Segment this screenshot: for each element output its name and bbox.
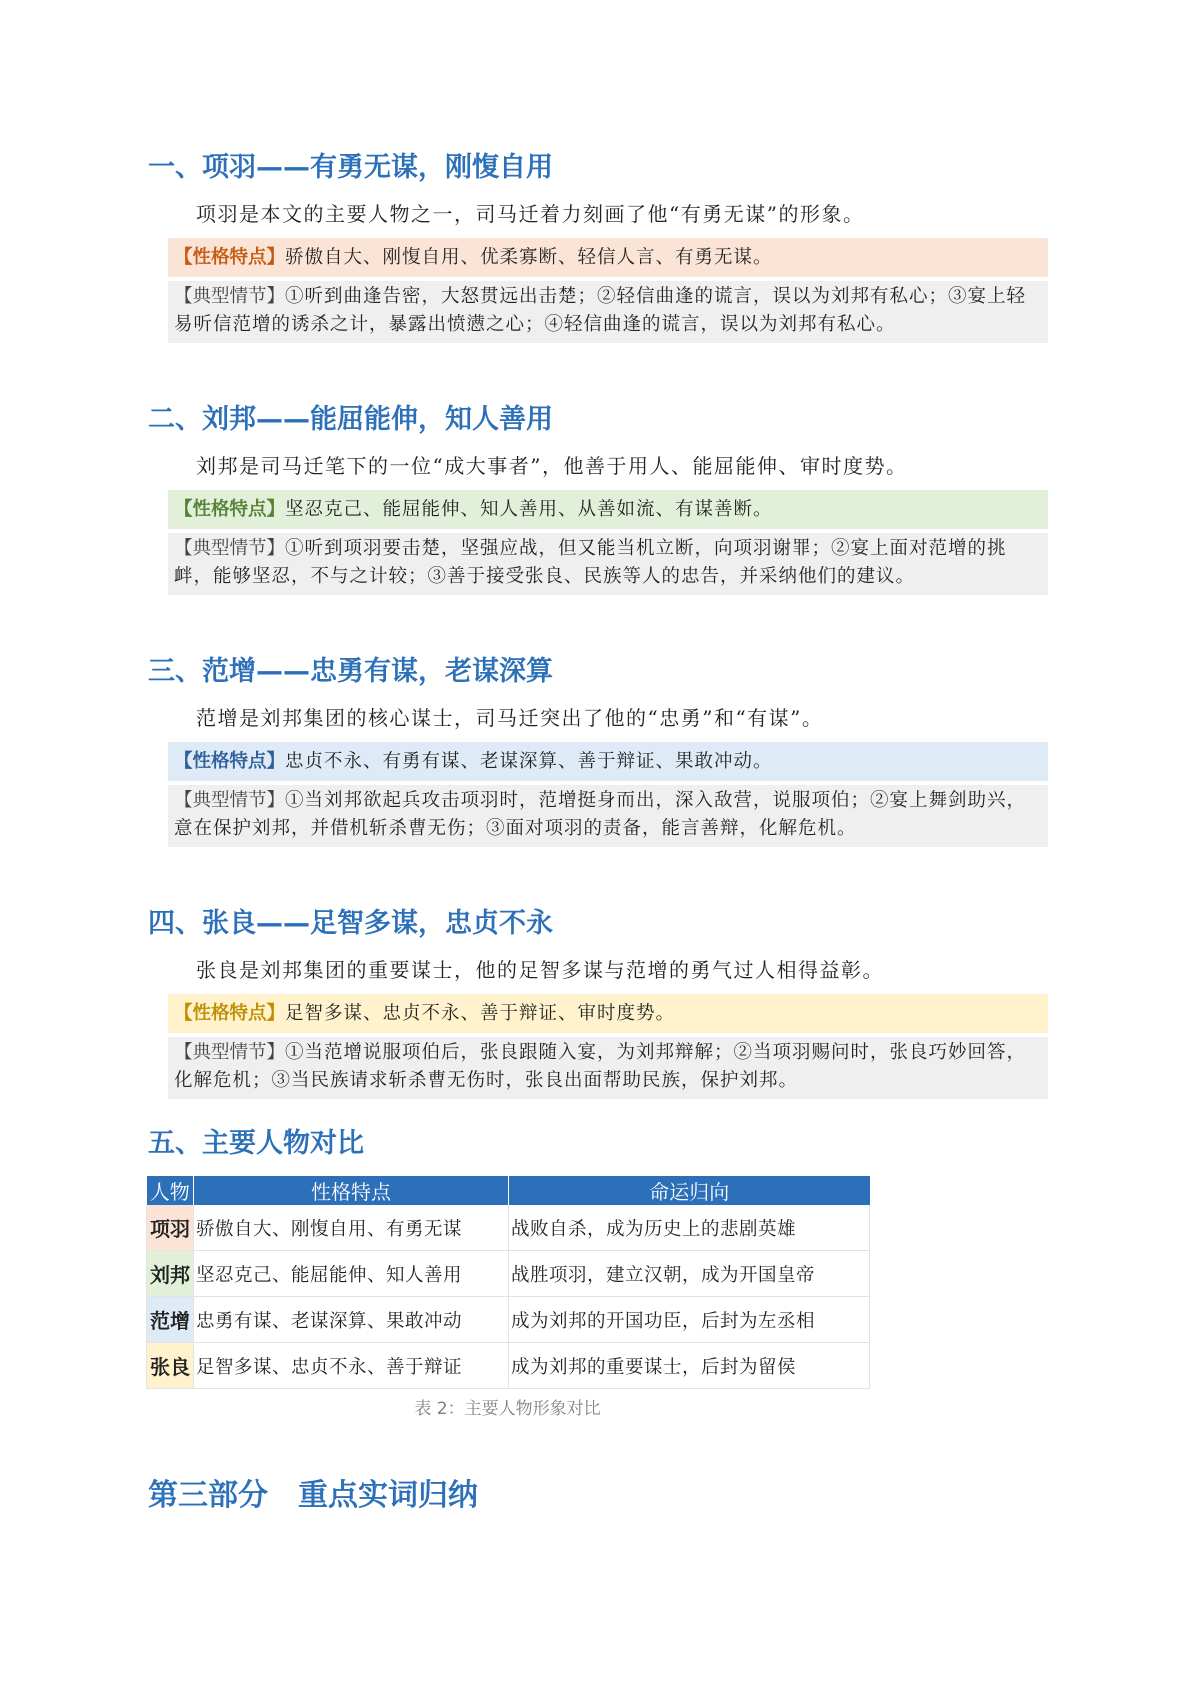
character-name: 范增 <box>147 1297 194 1343</box>
section-zhangliang <box>148 902 1048 1099</box>
traits-text: 足智多谋、忠贞不永、善于辩证、审时度势。 <box>285 1003 676 1024</box>
section-comparison <box>148 1122 1048 1166</box>
character-fate: 成为刘邦的重要谋士，后封为留侯 <box>509 1343 870 1389</box>
plot-text: ①听到曲逢告密，大怒贯远出击楚；②轻信曲逢的谎言，误以为刘邦有私心；③宴上轻易听信范增的诱杀之计，暴露出愤懑之心；④轻信曲逢的谎言，误以为刘邦有私心。 <box>174 286 1027 335</box>
character-fate: 战败自杀，成为历史上的悲剧英雄 <box>509 1205 870 1251</box>
traits-text: 坚忍克己、能屈能伸、知人善用、从善如流、有谋善断。 <box>285 499 773 520</box>
section-heading: 三、范增——忠勇有谋，老谋深算 <box>148 656 553 687</box>
character-fate: 成为刘邦的开国功臣，后封为左丞相 <box>509 1297 870 1343</box>
section-heading: 一、项羽——有勇无谋，刚愎自用 <box>148 152 553 183</box>
table-row <box>147 1343 870 1389</box>
character-name: 项羽 <box>147 1205 194 1251</box>
section-intro: 张良是刘邦集团的重要谋士，他的足智多谋与范增的勇气过人相得益彰。 <box>196 958 884 982</box>
table-row <box>147 1205 870 1251</box>
plot-text: ①听到项羽要击楚，坚强应战，但又能当机立断，向项羽谢罪；②宴上面对范增的挑衅，能够坚忍，不与之计较；③善于接受张良、民族等人的忠告，并采纳他们的建议。 <box>174 538 1007 587</box>
plot-text: ①当范增说服项伯后，张良跟随入宴，为刘邦辩解；②当项羽赐问时，张良巧妙回答，化解危机；③当民族请求斩杀曹无伤时，张良出面帮助民族，保护刘邦。 <box>174 1042 1027 1091</box>
character-name: 张良 <box>147 1343 194 1389</box>
character-fate: 战胜项羽，建立汉朝，成为开国皇帝 <box>509 1251 870 1297</box>
header-traits: 性格特点 <box>194 1176 509 1205</box>
plot-box <box>168 281 1048 343</box>
header-name: 人物 <box>147 1176 194 1205</box>
section-intro: 刘邦是司马迁笔下的一位“成大事者”，他善于用人、能屈能伸、审时度势。 <box>196 454 908 478</box>
plot-text: ①当刘邦欲起兵攻击项羽时，范增挺身而出，深入敌营，说服项伯；②宴上舞剑助兴，意在保护刘邦，并借机斩杀曹无伤；③面对项羽的责备，能言善辩，化解危机。 <box>174 790 1027 839</box>
character-traits: 坚忍克己、能屈能伸、知人善用 <box>194 1251 509 1297</box>
traits-label: 【性格特点】 <box>174 1003 286 1024</box>
comparison-table <box>146 1176 870 1389</box>
character-name: 刘邦 <box>147 1251 194 1297</box>
traits-label: 【性格特点】 <box>174 751 286 772</box>
part-heading: 第三部分 重点实词归纳 <box>148 1478 478 1513</box>
section-xiangyu <box>148 146 1048 343</box>
section-heading: 五、主要人物对比 <box>148 1128 364 1159</box>
table-caption: 表 2：主要人物形象对比 <box>414 1399 601 1419</box>
traits-box <box>168 490 1048 529</box>
plot-label: 【典型情节】 <box>174 790 286 811</box>
plot-box <box>168 1037 1048 1099</box>
character-traits: 忠勇有谋、老谋深算、果敢冲动 <box>194 1297 509 1343</box>
traits-text: 忠贞不永、有勇有谋、老谋深算、善于辩证、果敢冲动。 <box>285 751 773 772</box>
plot-box <box>168 785 1048 847</box>
section-fanzeng <box>148 650 1048 847</box>
traits-text: 骄傲自大、刚愎自用、优柔寡断、轻信人言、有勇无谋。 <box>285 247 773 268</box>
section-liubang <box>148 398 1048 595</box>
plot-label: 【典型情节】 <box>174 1042 286 1063</box>
table-header-row <box>147 1176 870 1205</box>
character-traits: 骄傲自大、刚愎自用、有勇无谋 <box>194 1205 509 1251</box>
table-row <box>147 1297 870 1343</box>
character-traits: 足智多谋、忠贞不永、善于辩证 <box>194 1343 509 1389</box>
traits-label: 【性格特点】 <box>174 499 286 520</box>
plot-label: 【典型情节】 <box>174 286 286 307</box>
traits-box <box>168 994 1048 1033</box>
traits-box <box>168 238 1048 277</box>
section-heading: 二、刘邦——能屈能伸，知人善用 <box>148 404 553 435</box>
section-intro: 项羽是本文的主要人物之一，司马迁着力刻画了他“有勇无谋”的形象。 <box>196 202 865 226</box>
traits-label: 【性格特点】 <box>174 247 286 268</box>
section-intro: 范增是刘邦集团的核心谋士，司马迁突出了他的“忠勇”和“有谋”。 <box>196 706 824 730</box>
table-row <box>147 1251 870 1297</box>
plot-label: 【典型情节】 <box>174 538 286 559</box>
section-heading: 四、张良——足智多谋，忠贞不永 <box>148 908 553 939</box>
plot-box <box>168 533 1048 595</box>
header-fate: 命运归向 <box>509 1176 870 1205</box>
traits-box <box>168 742 1048 781</box>
